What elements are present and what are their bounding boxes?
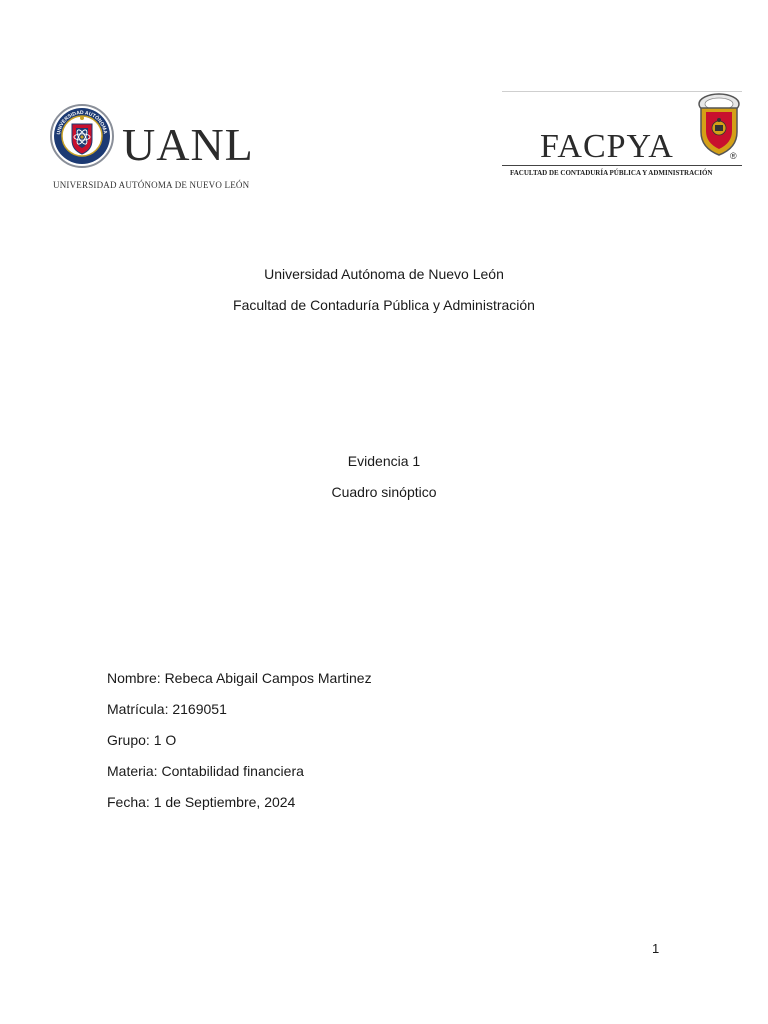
facpya-shield-icon	[696, 92, 742, 158]
facpya-logo	[500, 90, 745, 185]
facpya-bottom-rule	[502, 165, 742, 166]
uanl-wordmark: UANL	[122, 119, 254, 170]
faculty-name: Facultad de Contaduría Pública y Administración	[233, 297, 535, 313]
date: Fecha: 1 de Septiembre, 2024	[107, 794, 296, 810]
assignment-subtitle: Cuadro sinóptico	[331, 484, 437, 500]
uanl-seal-text: UNIVERSIDAD AUTÓNOMA	[56, 109, 108, 135]
student-group: Grupo: 1 O	[107, 732, 177, 748]
student-name: Nombre: Rebeca Abigail Campos Martinez	[107, 670, 372, 686]
facpya-tagline: FACULTAD DE CONTADURÍA PÚBLICA Y ADMINISTRACIÓN	[510, 169, 713, 177]
uanl-tagline: UNIVERSIDAD AUTÓNOMA DE NUEVO LEÓN	[53, 180, 250, 190]
subject: Materia: Contabilidad financiera	[107, 763, 304, 779]
page-number: 1	[652, 941, 660, 956]
university-name: Universidad Autónoma de Nuevo León	[264, 266, 504, 282]
assignment-title: Evidencia 1	[347, 453, 421, 469]
uanl-logo	[50, 100, 255, 195]
facpya-wordmark: FACPYA	[540, 128, 674, 165]
facpya-registered-mark: ®	[730, 151, 737, 161]
uanl-seal-icon	[50, 104, 114, 168]
student-id: Matrícula: 2169051	[107, 701, 227, 717]
